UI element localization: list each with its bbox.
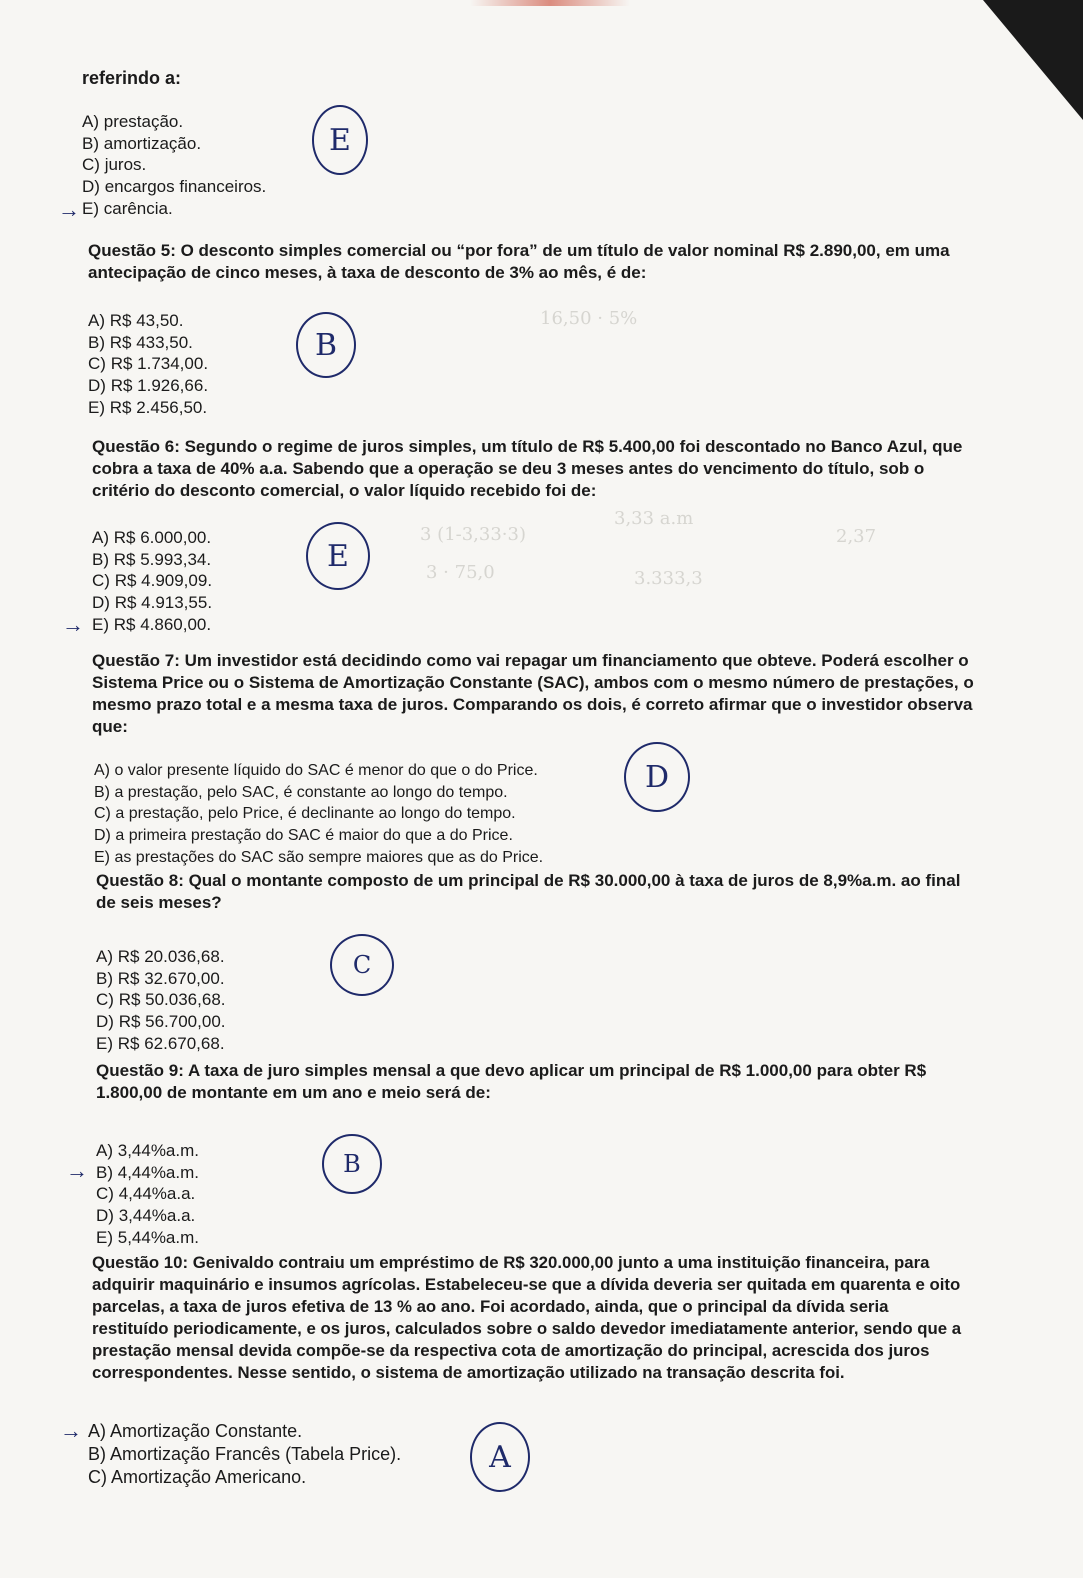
question-10-options <box>88 1420 401 1489</box>
question-6-text: Questão 6: Segundo o regime de juros simples, um título de R$ 5.400,00 foi descontado no Banco Azul, que cobra a taxa de 40% a.a. Sabendo que a operação se deu 3 meses antes do vencimento do título, sob o critério do desconto comercial, o valor líquido recebido foi de: <box>92 437 963 500</box>
answer-circle-q10: A <box>470 1422 530 1492</box>
option-a: A) 3,44%a.m. <box>96 1141 199 1160</box>
option-e: E) 5,44%a.m. <box>96 1227 199 1247</box>
arrow-mark-icon: → <box>62 612 84 637</box>
option-a: A) Amortização Constante. <box>88 1421 303 1441</box>
option-c: C) R$ 1.734,00. <box>88 354 209 374</box>
option-d: D) a primeira prestação do SAC é maior do que a do Price. <box>94 827 513 845</box>
answer-circle-q7: D <box>624 742 690 812</box>
option-a: A) o valor presente líquido do SAC é menor do que o do Price. <box>94 762 538 779</box>
option-c: C) 4,44%a.a. <box>96 1184 196 1204</box>
option-b: B) Amortização Francês (Tabela Price). <box>88 1444 402 1464</box>
option-e: E) R$ 62.670,68. <box>96 1033 225 1053</box>
question-8-options <box>96 946 226 1055</box>
answer-circle-q6: E <box>306 522 370 590</box>
answer-circle-q8: C <box>330 934 394 996</box>
question-9-options <box>96 1140 199 1249</box>
option-a: A) R$ 20.036,68. <box>96 947 225 966</box>
answer-circle-q4: E <box>312 105 368 175</box>
option-c: C) R$ 4.909,09. <box>92 571 213 591</box>
option-d: D) encargos financeiros. <box>82 177 267 197</box>
option-b: B) a prestação, pelo SAC, é constante ao longo do tempo. <box>94 783 508 801</box>
page-corner-shadow <box>983 0 1083 120</box>
option-c: C) a prestação, pelo Price, é declinante ao longo do tempo. <box>94 805 516 823</box>
option-a: A) R$ 43,50. <box>88 311 184 330</box>
question-8-text: Questão 8: Qual o montante composto de um principal de R$ 30.000,00 à taxa de juros de 8,9%a.m. ao final de seis meses? <box>96 871 961 912</box>
handwritten-note: 16,50 · 5% <box>540 308 638 329</box>
option-b: B) R$ 32.670,00. <box>96 968 225 988</box>
option-e: E) R$ 4.860,00. <box>92 614 212 634</box>
question-10-text: Questão 10: Genivaldo contraiu um empréstimo de R$ 320.000,00 junto a uma instituição financeira, para adquirir maquinário e insumos agrícolas. Estabeleceu-se que a dívida deveria ser quitada em quarenta e oito parcelas, a taxa de juros efetiva de 13 % ao ano. Foi acordado, ainda, que o principal da dívida seria restituído periodicamente, e os juros, calculados sobre o saldo devedor imediatamente anterior, sendo que a prestação mensal devida compõe-se da respectiva cota de amortização do principal, acrescida dos juros correspondentes. Nesse sentido, o sistema de amortização utilizado na transação descrita foi. <box>92 1253 962 1382</box>
option-a: A) R$ 6.000,00. <box>92 528 212 547</box>
question-7-text: Questão 7: Um investidor está decidindo como vai repagar um financiamento que obteve. Poderá escolher o Sistema Price ou o Sistema de Amortização Constante (SAC), ambos com o mesmo número de prestações, o mesmo prazo total e a mesma taxa de juros. Comparando os dois, é correto afirmar que o investidor observa que: <box>92 651 974 736</box>
option-b: B) R$ 5.993,34. <box>92 549 212 569</box>
option-e: E) carência. <box>82 198 173 218</box>
option-c: C) juros. <box>82 155 147 175</box>
question-9-text: Questão 9: A taxa de juro simples mensal a que devo aplicar um principal de R$ 1.000,00 para obter R$ 1.800,00 de montante em um ano e meio será de: <box>96 1061 927 1102</box>
option-a: A) prestação. <box>82 112 184 131</box>
handwritten-note: 3.333,3 <box>634 568 703 589</box>
question-6-options <box>92 527 212 636</box>
handwritten-note: 3 (1-3,33·3) <box>420 524 527 545</box>
option-d: D) 3,44%a.a. <box>96 1206 196 1226</box>
option-e: E) as prestações do SAC são sempre maiores que as do Price. <box>94 848 544 866</box>
option-d: D) R$ 56.700,00. <box>96 1012 226 1032</box>
handwritten-note: 2,37 <box>836 526 877 547</box>
option-b: B) R$ 433,50. <box>88 332 193 352</box>
option-e: E) R$ 2.456,50. <box>88 397 208 417</box>
option-d: D) R$ 1.926,66. <box>88 376 209 396</box>
question-7-options <box>94 760 543 869</box>
arrow-mark-icon: → <box>58 197 80 222</box>
arrow-mark-icon: → <box>66 1158 88 1183</box>
handwritten-note: 3 · 75,0 <box>426 562 495 583</box>
option-b: B) amortização. <box>82 133 202 153</box>
answer-circle-q9: B <box>322 1134 382 1194</box>
handwritten-note: 3,33 a.m <box>614 508 694 529</box>
top-edge-mark <box>470 0 630 6</box>
answer-circle-q5: B <box>296 312 356 378</box>
option-d: D) R$ 4.913,55. <box>92 593 213 613</box>
question-5-options <box>88 310 208 419</box>
option-c: C) Amortização Americano. <box>88 1467 307 1487</box>
question-5-text: Questão 5: O desconto simples comercial ou “por fora” de um título de valor nominal R$ 2.890,00, em uma antecipação de cinco meses, à taxa de desconto de 3% ao mês, é de: <box>88 241 950 282</box>
option-c: C) R$ 50.036,68. <box>96 990 226 1010</box>
option-b: B) 4,44%a.m. <box>96 1162 199 1182</box>
question-4-options <box>82 111 266 220</box>
intro-text: referindo a: <box>82 68 182 88</box>
arrow-mark-icon: → <box>60 1418 82 1443</box>
